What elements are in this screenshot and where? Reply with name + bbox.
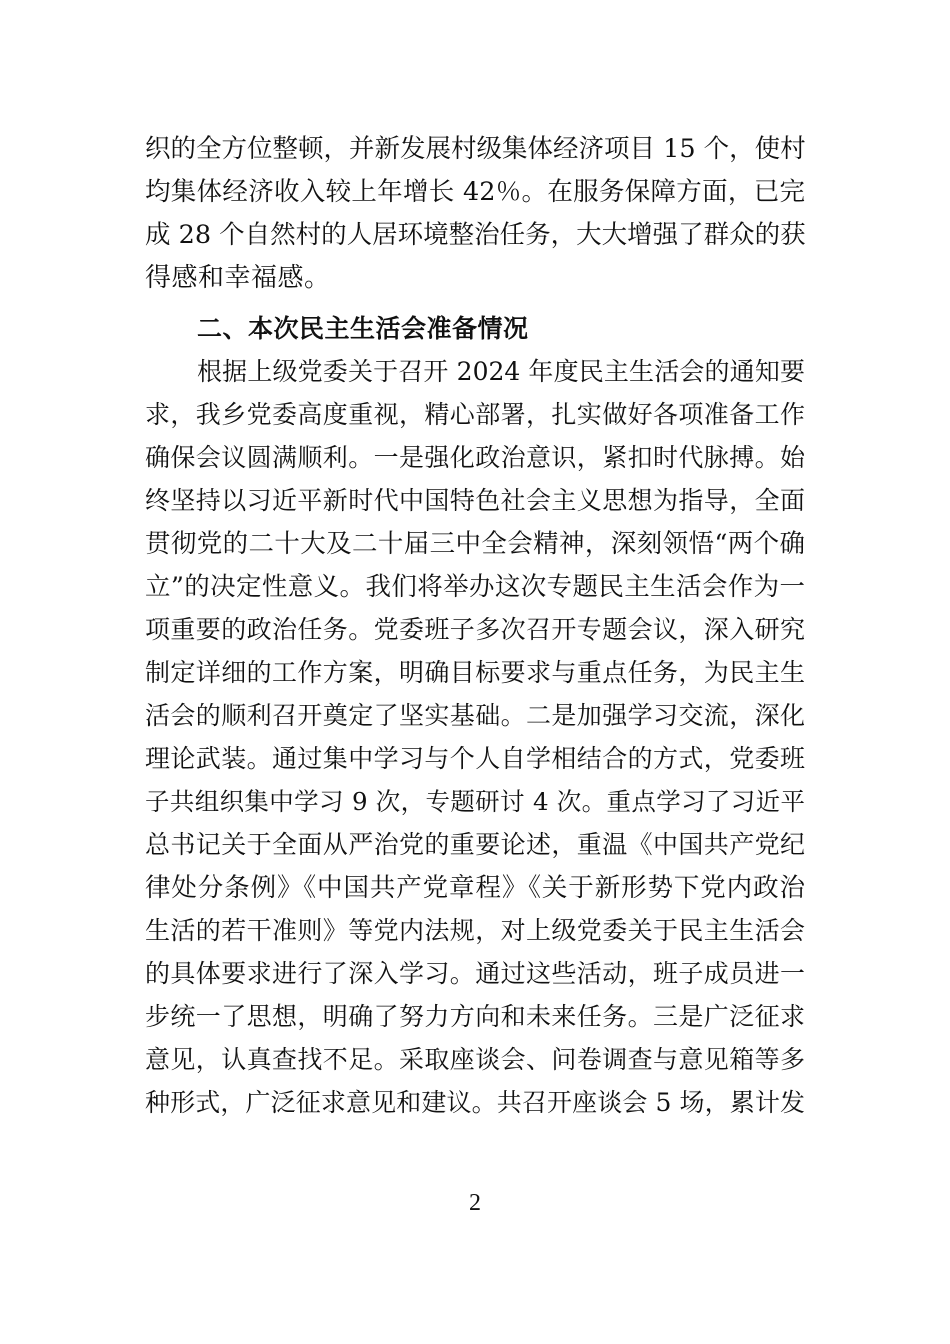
paragraph-line: 步统一了思想，明确了努力方向和未来任务。三是广泛征求 <box>145 1002 805 1031</box>
paragraph-line: 活会的顺利召开奠定了坚实基础。二是加强学习交流，深化 <box>145 701 805 730</box>
paragraph-line: 终坚持以习近平新时代中国特色社会主义思想为指导，全面 <box>145 486 805 515</box>
paragraph-line: 确保会议圆满顺利。一是强化政治意识，紧扣时代脉搏。始 <box>145 443 805 472</box>
paragraph-line: 子共组织集中学习 9 次，专题研讨 4 次。重点学习了习近平 <box>145 787 805 816</box>
paragraph-line: 贯彻党的二十大及二十届三中全会精神，深刻领悟“两个确 <box>145 529 805 559</box>
paragraph-line: 均集体经济收入较上年增长 42％。在服务保障方面，已完 <box>145 177 805 207</box>
paragraph-line: 根据上级党委关于召开 2024 年度民主生活会的通知要 <box>197 357 805 386</box>
paragraph-line: 制定详细的工作方案，明确目标要求与重点任务，为民主生 <box>145 658 805 687</box>
paragraph-line: 得感和幸福感。 <box>145 263 331 293</box>
paragraph-line: 律处分条例》《中国共产党章程》《关于新形势下党内政治 <box>145 873 805 903</box>
paragraph-line: 项重要的政治任务。党委班子多次召开专题会议，深入研究 <box>145 615 805 644</box>
paragraph-line: 总书记关于全面从严治党的重要论述，重温《中国共产党纪 <box>145 830 805 859</box>
paragraph-line: 生活的若干准则》等党内法规，对上级党委关于民主生活会 <box>145 916 805 945</box>
paragraph-line: 织的全方位整顿，并新发展村级集体经济项目 15 个，使村 <box>145 134 806 164</box>
paragraph-line: 的具体要求进行了深入学习。通过这些活动，班子成员进一 <box>145 959 805 988</box>
paragraph-line: 立”的决定性意义。我们将举办这次专题民主生活会作为一 <box>145 572 805 602</box>
paragraph-line: 理论武装。通过集中学习与个人自学相结合的方式，党委班 <box>145 744 805 773</box>
paragraph-line: 求，我乡党委高度重视，精心部署，扎实做好各项准备工作 <box>145 400 805 429</box>
paragraph-line: 种形式，广泛征求意见和建议。共召开座谈会 5 场，累计发 <box>145 1088 805 1117</box>
paragraph-line: 成 28 个自然村的人居环境整治任务，大大增强了群众的获 <box>145 220 806 250</box>
section-heading: 二、本次民主生活会准备情况 <box>197 314 529 343</box>
page-number: 2 <box>469 1190 481 1216</box>
paragraph-line: 意见，认真查找不足。采取座谈会、问卷调查与意见箱等多 <box>145 1045 805 1074</box>
